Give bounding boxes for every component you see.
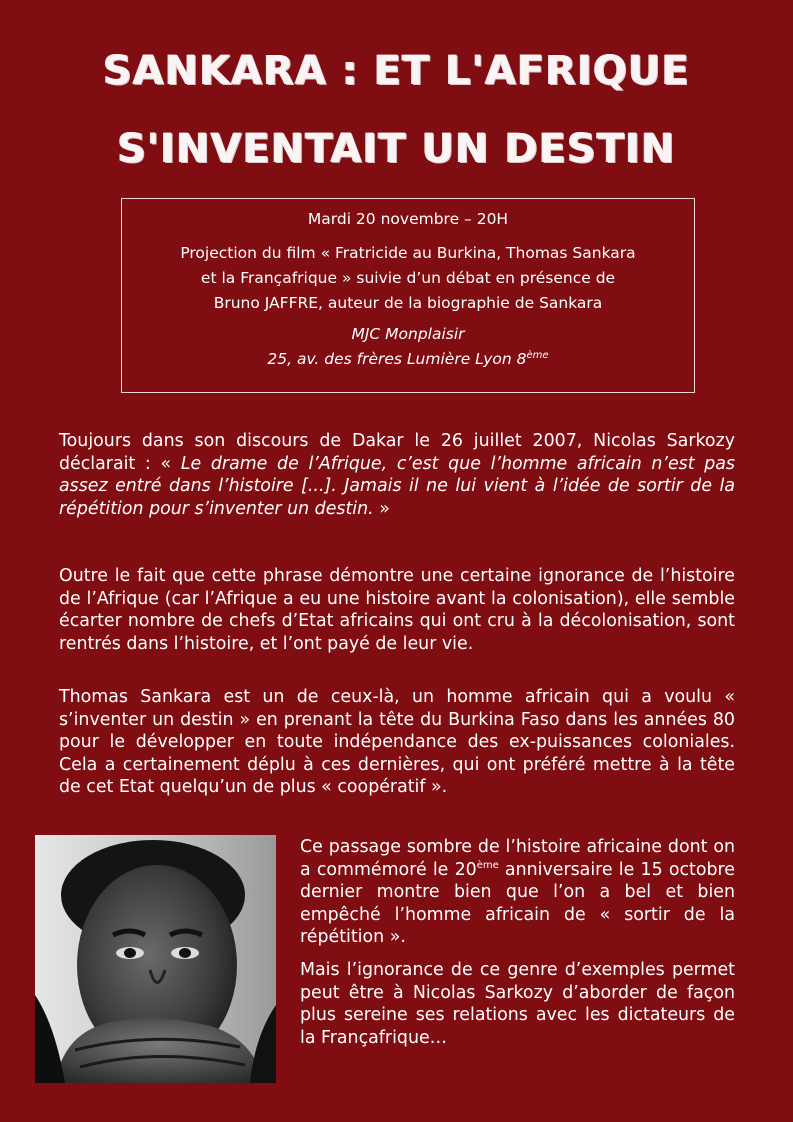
paragraph-intro: Toujours dans son discours de Dakar le 26 juillet 2007, Nicolas Sarkozy déclarait : « xyxy=(59,431,735,474)
poster-title-line-2: S'INVENTAIT UN DESTIN xyxy=(117,126,676,172)
portrait-illustration xyxy=(35,835,276,1083)
sarkozy-quote: Le drame de l’Afrique, c’est que l’homme africain n’est pas assez entré dans l’histoire [...]. Jamais il ne lui vient à l’idée de sortir de la répétition pour s’inventer un destin. xyxy=(59,453,735,519)
paragraph-sankara: Thomas Sankara est un de ceux-là, un homme africain qui a voulu « s’inventer un destin » en prenant la tête du Burkina Faso dans les années 80 pour le développer en toute indépendance des ex-puissances coloniales. Cela a certainement déplu à ces dernières, qui ont préféré mettre à la tête de cet Etat quelqu’un de plus « coopératif ». xyxy=(59,687,735,797)
event-date: Mardi 20 novembre – 20H xyxy=(307,210,509,228)
poster-title-line-1: SANKARA : ET L'AFRIQUE xyxy=(103,48,690,94)
event-info-box xyxy=(121,198,695,393)
commemoration-text-end: anniversaire le 15 octobre dernier montre bien que l’on a bel et bien empêché l’homme africain de « sortir de la répétition ». xyxy=(300,859,735,947)
event-description xyxy=(122,241,694,316)
paragraph-ignorance: Outre le fait que cette phrase démontre une certaine ignorance de l’histoire de l’Afrique (car l’Afrique a eu une histoire avant la colonisation), elle semble écarter nombre de chefs d’Etat africains qui ont cru à la décolonisation, sont rentrés dans l’histoire, et l’ont payé de leur vie. xyxy=(59,566,735,654)
paragraph-dakar-speech xyxy=(59,430,735,520)
venue-address-sup: ème xyxy=(526,349,549,361)
event-venue xyxy=(122,322,694,372)
sankara-portrait-photo xyxy=(35,835,276,1083)
venue-name: MJC Monplaisir xyxy=(351,325,465,343)
venue-address xyxy=(122,347,694,372)
commemoration-text-start: Ce passage sombre de l’histoire africaine dont on a commémoré le 20 xyxy=(300,837,735,880)
event-description-line: Bruno JAFFRE, auteur de la biographie de Sankara xyxy=(213,294,603,312)
venue-address-text: 25, av. des frères Lumière Lyon 8 xyxy=(267,350,527,368)
quote-close: » xyxy=(373,498,390,519)
event-description-line: Projection du film « Fratricide au Burkina, Thomas Sankara xyxy=(180,244,636,262)
paragraph-francafrique: Mais l’ignorance de ce genre d’exemples permet peut être à Nicolas Sarkozy d’aborder de façon plus sereine ses relations avec les dictateurs de la Françafrique… xyxy=(300,960,735,1048)
event-description-line: et la Françafrique » suivie d’un débat en présence de xyxy=(200,269,616,287)
commemoration-sup: ème xyxy=(476,859,499,871)
paragraph-commemoration xyxy=(300,836,735,949)
